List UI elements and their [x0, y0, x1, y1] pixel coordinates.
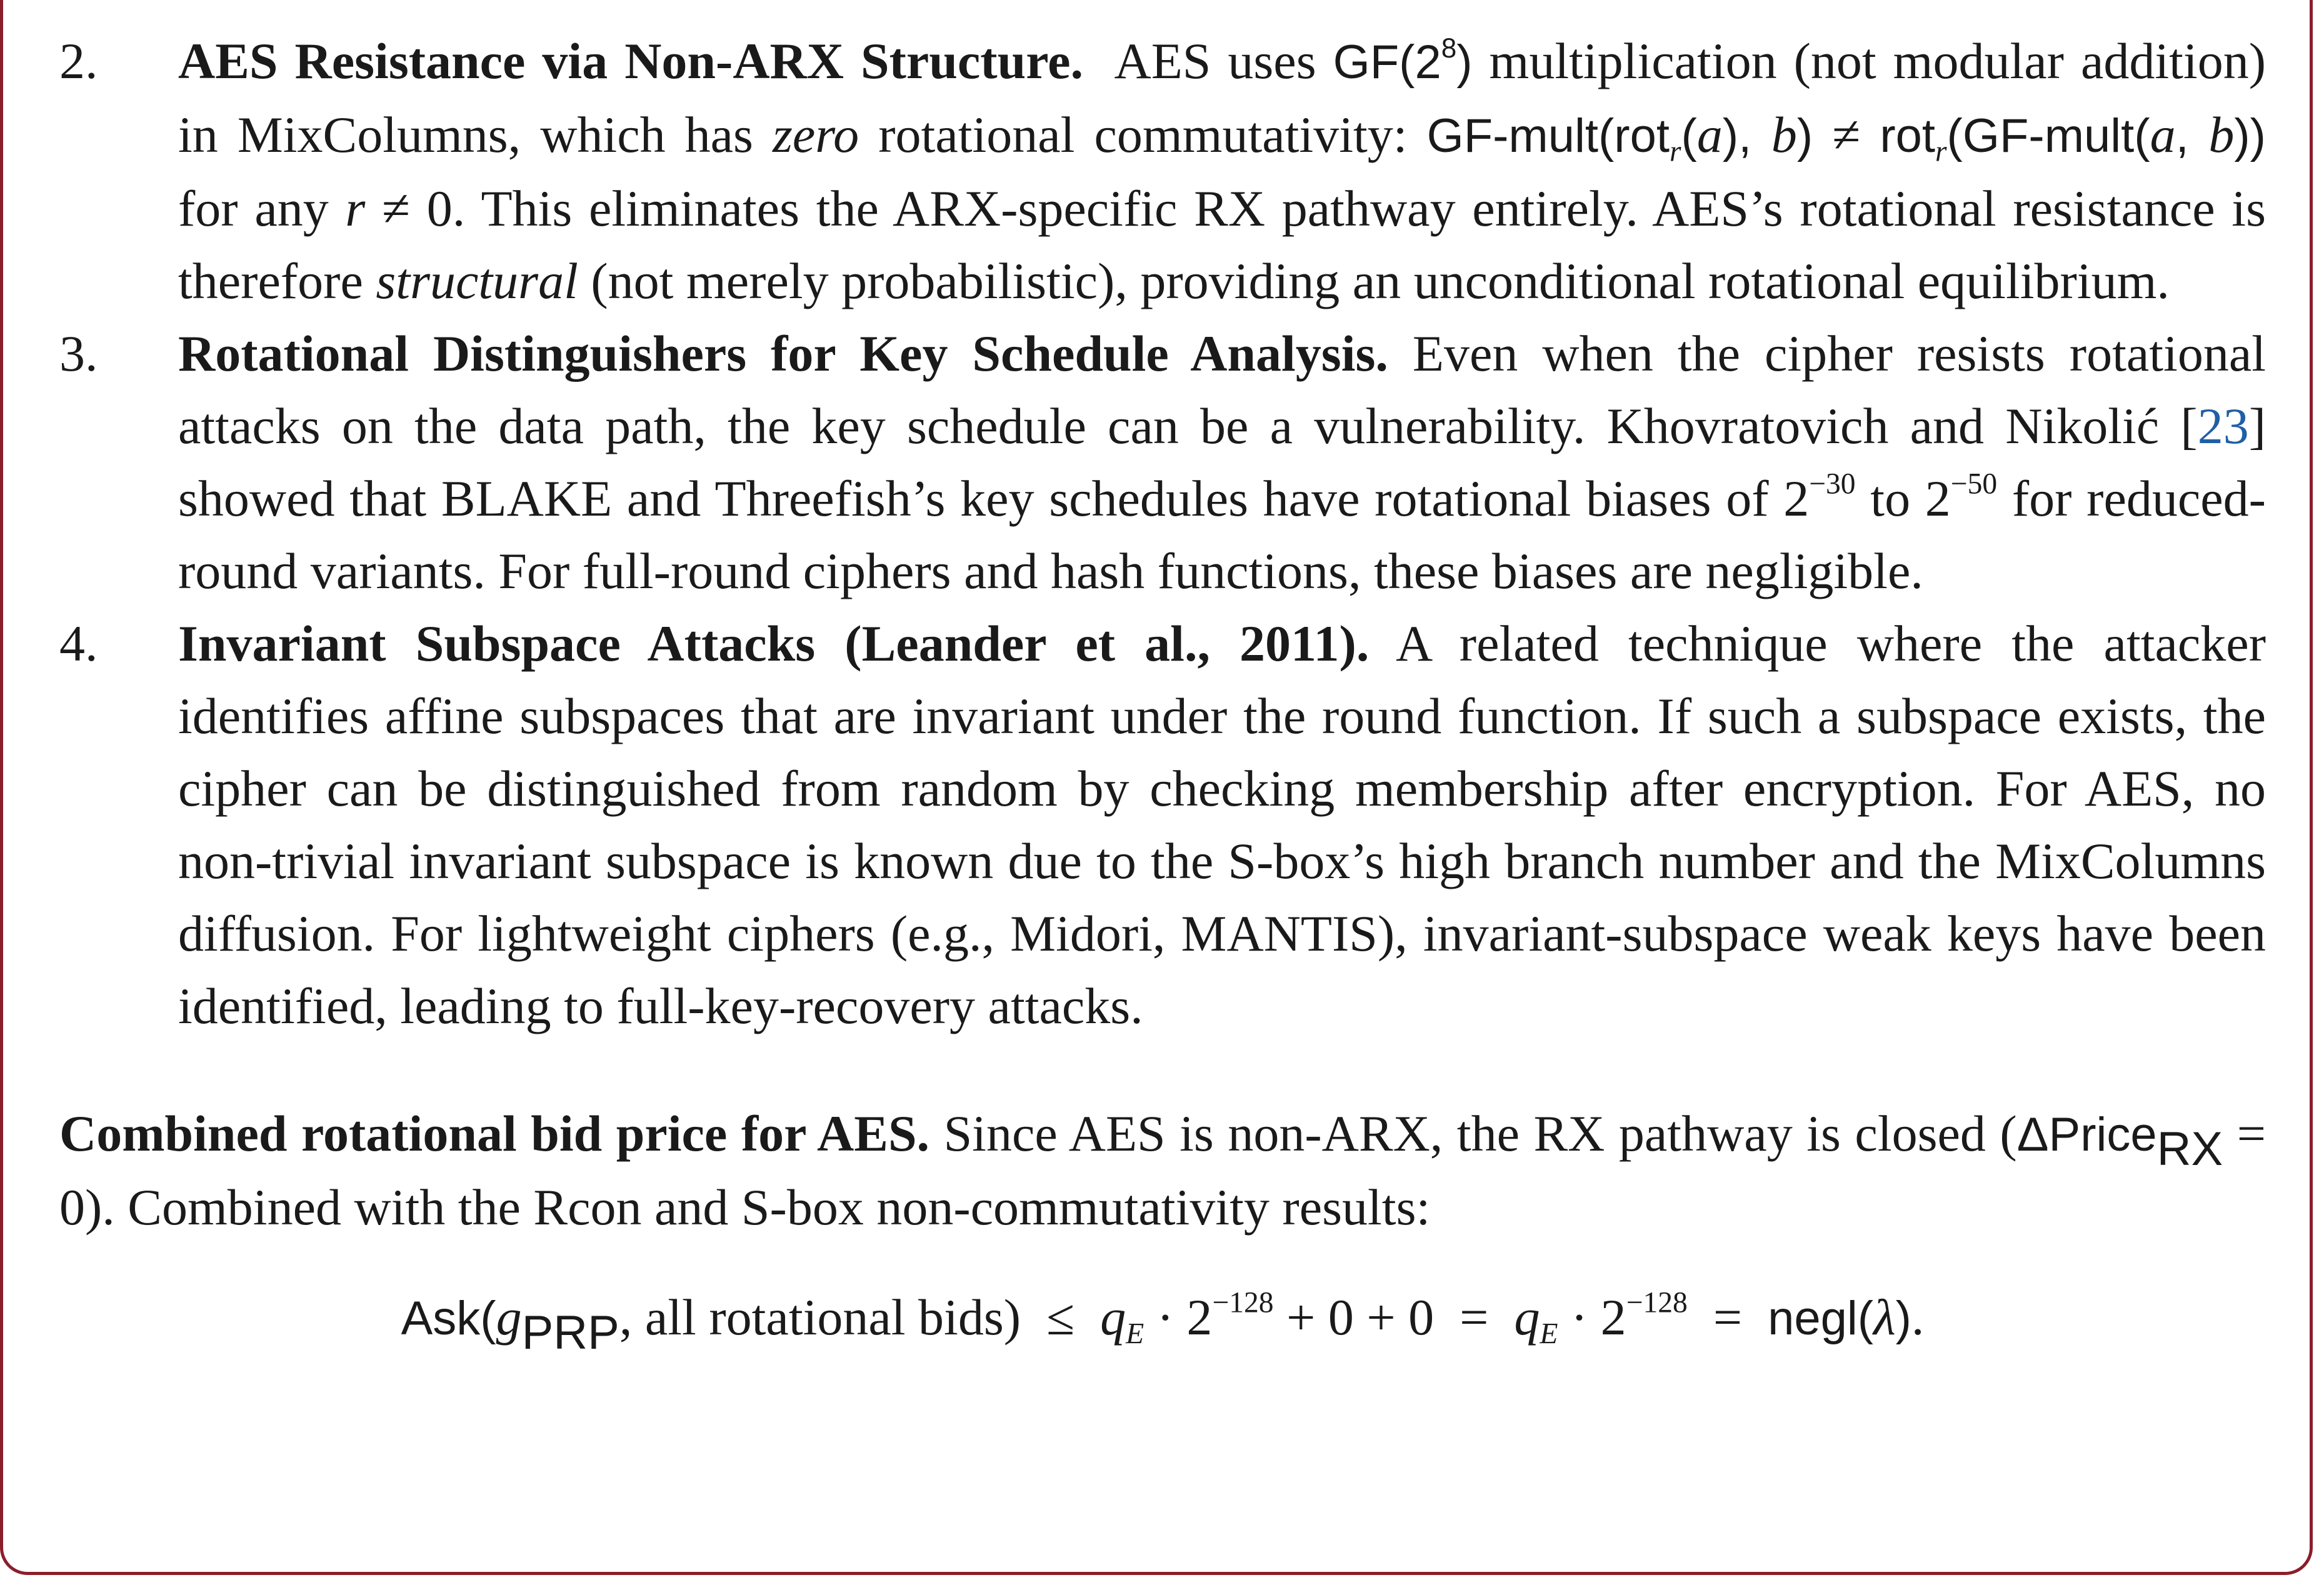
combined-paragraph [59, 1098, 2266, 1244]
item-text: AES uses [1114, 32, 1333, 89]
gf-term: $GF(2^8)$ [1333, 32, 1473, 89]
item-number: 4. [59, 615, 98, 672]
eq-q: q [1514, 1289, 1540, 1346]
item-title: Rotational Distinguishers for Key Schedule Analysis. [178, 325, 1388, 382]
eq-q-sub: E [1126, 1318, 1144, 1351]
eq-ask: Ask [401, 1292, 481, 1345]
item-text: multiplication (not modular addition) in MixColumns, which has [178, 32, 2266, 163]
display-equation: $Ask(g_{PRP}$, all rotational bids) ≤ $q_E \cdot 2^{-128} + 0 + 0 = q_E \cdot 2^{-128}$ = negl(λ). [401, 1286, 1925, 1359]
item-number: 3. [59, 325, 98, 382]
emphasis-structural: structural [376, 252, 578, 309]
eq-exp: −128 [1626, 1286, 1688, 1319]
list-item-3 [59, 318, 2266, 608]
eq-args: , all rotational bids) [619, 1289, 1021, 1346]
list-item-2 [59, 25, 2266, 318]
item-title: AES Resistance via Non-ARX Structure. [178, 32, 1084, 89]
document-body [59, 25, 2266, 1359]
paragraph-text: = 0). Combined with the Rcon and S-box non-commutativity results: [59, 1105, 2266, 1236]
eq-negl: negl [1768, 1292, 1858, 1345]
item-text: (not merely probabilistic), providing an unconditional rotational equilibrium. [578, 252, 2170, 309]
paragraph-text: Since AES is non-ARX, the RX pathway is closed ( [943, 1105, 2017, 1162]
price-subscript: RX [2156, 1122, 2223, 1176]
emphasis-zero: zero [773, 106, 859, 163]
eq-q: q [1100, 1289, 1126, 1346]
exponent: −50 [1950, 468, 1998, 501]
r-condition: r ≠ 0 [345, 180, 453, 237]
exponent: −30 [1809, 468, 1856, 501]
item-text: A related technique where the attacker identifies affine subspaces that are invariant under the round function. If such a subspace exists, the cipher can be distinguished from random by checking membership after encryption. For AES, no non-trivial invariant subspace is known due to the S-box’s high branch number and the MixColumns diffusion. For lightweight ciphers (e.g., Midori, MANTIS), invariant-subspace weak keys have been identified, leading to full-key-recovery attacks. [178, 615, 2266, 1034]
commutativity-formula: GF-mult(rot$_r$(a), b) ≠ rot$_r$(GF-mult(a, b)) [1426, 106, 2266, 168]
price-symbol: ΔPrice [2016, 1108, 2157, 1161]
item-text: for reduced-round variants. For full-round ciphers and hash functions, these biases are negligible. [178, 470, 2266, 599]
item-text: for any [178, 180, 346, 237]
eq-g-sub: PRP [521, 1306, 619, 1359]
item-text: ] showed that BLAKE and Threefish’s key schedules have rotational biases of 2 [178, 398, 2266, 527]
item-text: rotational commutativity: [859, 106, 1427, 163]
item-text: to 2 [1855, 470, 1951, 527]
eq-lambda: λ [1873, 1289, 1896, 1346]
item-number: 2. [59, 32, 98, 89]
eq-exp: −128 [1212, 1286, 1274, 1319]
paragraph-title: Combined rotational bid price for AES. [59, 1105, 930, 1162]
item-text: Even when the cipher resists rotational attacks on the data path, the key schedule can be a vulnerability. Khovratovich and Nikolić [ [178, 325, 2266, 454]
list-item-4 [59, 608, 2266, 1042]
item-title: Invariant Subspace Attacks (Leander et al., 2011). [178, 615, 1370, 672]
citation-link[interactable]: 23 [2197, 398, 2249, 454]
eq-g: g [496, 1289, 522, 1346]
item-text: . This eliminates the ARX-specific RX pathway entirely. AES’s rotational resistance is therefore [178, 180, 2266, 309]
eq-q-sub: E [1540, 1318, 1558, 1351]
